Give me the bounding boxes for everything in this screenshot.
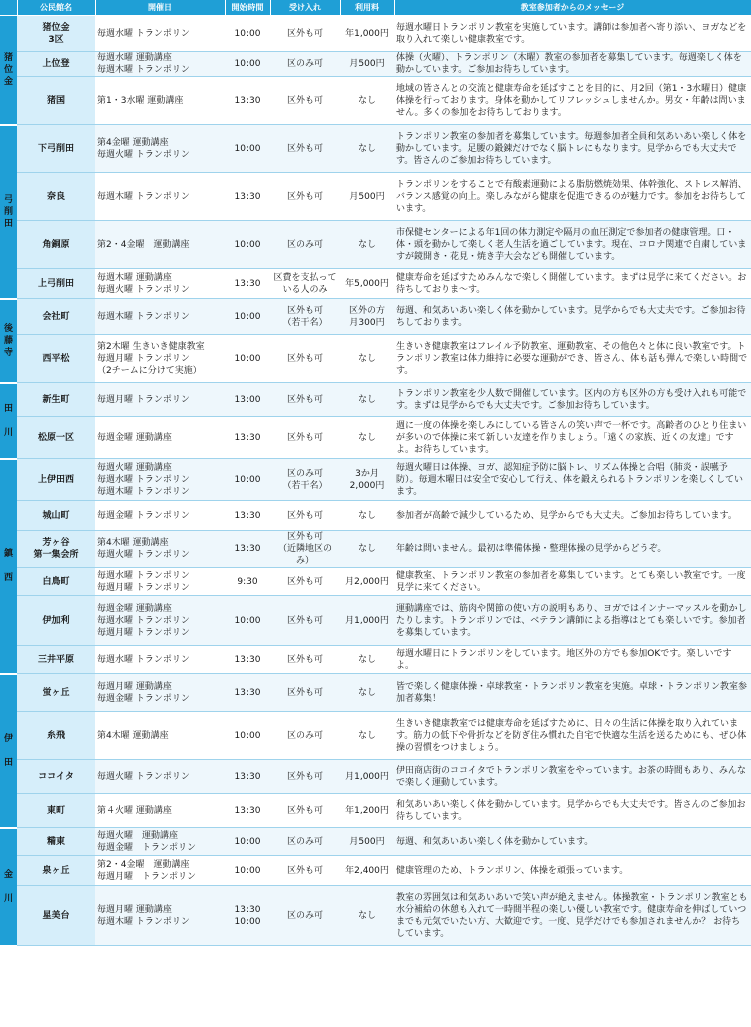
- hall-name-cell: 星美台: [17, 886, 95, 946]
- participant-message-cell: 教室の雰囲気は和気あいあいで笑い声が絶えません。体操教室・トランポリン教室とも水分補給の休憩も入れて一時間半程の楽しい優しい教室です。健康寿命を伸ばしていつまでも元気でいたい方、大歓迎です。一度、見学だけでも参加されませんか？ お待ちしています。: [394, 886, 751, 946]
- start-time-cell: 13:30: [225, 417, 270, 459]
- table-row: [0, 269, 751, 299]
- acceptance-cell: 区のみ可 （若干名）: [270, 459, 340, 501]
- hall-name-cell: 蛍ヶ丘: [17, 674, 95, 712]
- hall-name-cell: 東町: [17, 794, 95, 828]
- table-body: [0, 16, 751, 946]
- fee-cell: なし: [340, 335, 394, 383]
- fee-cell: 月500円: [340, 173, 394, 221]
- acceptance-cell: 区外も可: [270, 501, 340, 531]
- table-row: [0, 417, 751, 459]
- area-label: 伊 田: [0, 674, 17, 828]
- participant-message-cell: トランポリン教室を少人数で開催しています。区内の方も区外の方も受け入れも可能です。まずは見学からでも大丈夫です。ご参加お待ちしています。: [394, 383, 751, 417]
- acceptance-cell: 区のみ可: [270, 828, 340, 856]
- start-time-cell: 13:30 10:00: [225, 886, 270, 946]
- start-time-cell: 10:00: [225, 52, 270, 77]
- participant-message-cell: 週に一度の体操を楽しみにしている皆さんの笑い声で一杯です。高齢者のひとり住まいが多いので体操に来て新しい友達を作りましょう。「遠くの家族、近くの友達」ですよ。お待ちしています。: [394, 417, 751, 459]
- hall-name-cell: 糸飛: [17, 712, 95, 760]
- schedule-day-cell: 毎週月曜 運動講座 毎週金曜 トランポリン: [95, 674, 225, 712]
- start-time-cell: 10:00: [225, 299, 270, 335]
- schedule-day-cell: 第1・3水曜 運動講座: [95, 77, 225, 125]
- schedule-day-cell: 第2・4金曜 運動講座: [95, 221, 225, 269]
- area-label: 猪 位 金: [0, 16, 17, 125]
- participant-message-cell: 毎週水曜日にトランポリンをしています。地区外の方でも参加OKです。楽しいですよ。: [394, 646, 751, 674]
- acceptance-cell: 区外も可: [270, 383, 340, 417]
- schedule-day-cell: 毎週火曜 運動講座 毎週水曜 トランポリン 毎週木曜 トランポリン: [95, 459, 225, 501]
- table-row: [0, 125, 751, 173]
- schedule-day-cell: 第4木曜 運動講座 毎週火曜 トランポリン: [95, 531, 225, 568]
- table-row: [0, 596, 751, 646]
- hall-name-cell: 下弓削田: [17, 125, 95, 173]
- acceptance-cell: 区外も可: [270, 77, 340, 125]
- schedule-day-cell: 毎週火曜 運動講座 毎週金曜 トランポリン: [95, 828, 225, 856]
- start-time-cell: 10:00: [225, 459, 270, 501]
- table-row: [0, 856, 751, 886]
- fee-cell: なし: [340, 712, 394, 760]
- start-time-cell: 9:30: [225, 568, 270, 596]
- hall-name-cell: 泉ヶ丘: [17, 856, 95, 886]
- start-time-cell: 10:00: [225, 828, 270, 856]
- fee-cell: 月1,000円: [340, 596, 394, 646]
- header-acceptance: 受け入れ: [270, 0, 340, 16]
- hall-name-cell: 城山町: [17, 501, 95, 531]
- hall-name-cell: 三井平原: [17, 646, 95, 674]
- table-row: [0, 568, 751, 596]
- hall-name-cell: ココイタ: [17, 760, 95, 794]
- start-time-cell: 10:00: [225, 335, 270, 383]
- hall-name-cell: 上弓削田: [17, 269, 95, 299]
- start-time-cell: 13:30: [225, 173, 270, 221]
- hall-name-cell: 会社町: [17, 299, 95, 335]
- participant-message-cell: 年齢は問いません。最初は準備体操・整理体操の見学からどうぞ。: [394, 531, 751, 568]
- fee-cell: なし: [340, 125, 394, 173]
- hall-name-cell: 猪位金 3区: [17, 16, 95, 52]
- acceptance-cell: 区外も可: [270, 16, 340, 52]
- start-time-cell: 13:30: [225, 77, 270, 125]
- start-time-cell: 13:30: [225, 531, 270, 568]
- fee-cell: 年2,400円: [340, 856, 394, 886]
- fee-cell: 月1,000円: [340, 760, 394, 794]
- hall-name-cell: 新生町: [17, 383, 95, 417]
- hall-name-cell: 角銅原: [17, 221, 95, 269]
- fee-cell: なし: [340, 886, 394, 946]
- start-time-cell: 13:30: [225, 646, 270, 674]
- start-time-cell: 13:00: [225, 383, 270, 417]
- table-row: [0, 886, 751, 946]
- hall-name-cell: 糒東: [17, 828, 95, 856]
- schedule-day-cell: 毎週水曜 トランポリン: [95, 16, 225, 52]
- fee-cell: 月2,000円: [340, 568, 394, 596]
- table-row: [0, 221, 751, 269]
- hall-name-cell: 松原一区: [17, 417, 95, 459]
- acceptance-cell: 区外も可: [270, 417, 340, 459]
- fee-cell: 区外の方 月300円: [340, 299, 394, 335]
- start-time-cell: 10:00: [225, 596, 270, 646]
- fee-cell: なし: [340, 383, 394, 417]
- acceptance-cell: 区外も可: [270, 335, 340, 383]
- table-header-row: [0, 0, 751, 16]
- schedule-day-cell: 毎週木曜 トランポリン: [95, 173, 225, 221]
- schedule-day-cell: 毎週木曜 運動講座 毎週火曜 トランポリン: [95, 269, 225, 299]
- hall-name-cell: 白鳥町: [17, 568, 95, 596]
- schedule-day-cell: 毎週火曜 トランポリン: [95, 760, 225, 794]
- fee-cell: なし: [340, 501, 394, 531]
- table-row: [0, 646, 751, 674]
- participant-message-cell: 参加者が高齢で減少しているため、見学からでも大丈夫。ご参加お待ちしています。: [394, 501, 751, 531]
- header-start-time: 開始時間: [225, 0, 270, 16]
- acceptance-cell: 区のみ可: [270, 52, 340, 77]
- acceptance-cell: 区のみ可: [270, 712, 340, 760]
- start-time-cell: 10:00: [225, 125, 270, 173]
- acceptance-cell: 区外も可: [270, 794, 340, 828]
- hall-name-cell: 伊加利: [17, 596, 95, 646]
- table-row: [0, 52, 751, 77]
- table-row: [0, 531, 751, 568]
- header-message: 教室参加者からのメッセージ: [394, 0, 751, 16]
- participant-message-cell: 生きいき健康教室では健康寿命を延ばすために、日々の生活に体操を取り入れています。筋力の低下や骨折などを防ぎ住み慣れた自宅で快適な生活を送るためにも、ぜひ体操の習慣をつけましょう。: [394, 712, 751, 760]
- participant-message-cell: 生きいき健康教室はフレイル予防教室、運動教室、その他色々と体に良い教室です。トランポリン教室は体力維持に必要な運動ができ、皆さん、体も話も弾んで楽しい時間です。: [394, 335, 751, 383]
- acceptance-cell: 区外も可: [270, 674, 340, 712]
- fee-cell: 3か月 2,000円: [340, 459, 394, 501]
- table-row: [0, 674, 751, 712]
- participant-message-cell: 体操（火曜）、トランポリン（木曜）教室の参加者を募集しています。毎週楽しく体を動かしています。ご参加お待ちしています。: [394, 52, 751, 77]
- start-time-cell: 10:00: [225, 221, 270, 269]
- hall-name-cell: 猪国: [17, 77, 95, 125]
- participant-message-cell: 健康教室、トランポリン教室の参加者を募集しています。とても楽しい教室です。一度見学に来てください。: [394, 568, 751, 596]
- header-date: 開催日: [95, 0, 225, 16]
- acceptance-cell: 区外も可 （若干名）: [270, 299, 340, 335]
- acceptance-cell: 区外も可 （近隣地区のみ）: [270, 531, 340, 568]
- table-row: [0, 459, 751, 501]
- acceptance-cell: 区外も可: [270, 125, 340, 173]
- table-row: [0, 77, 751, 125]
- table-row: [0, 299, 751, 335]
- start-time-cell: 13:30: [225, 794, 270, 828]
- schedule-day-cell: 毎週金曜 運動講座: [95, 417, 225, 459]
- fee-cell: なし: [340, 221, 394, 269]
- hall-name-cell: 上伊田西: [17, 459, 95, 501]
- participant-message-cell: 健康管理のため、トランポリン、体操を頑張っています。: [394, 856, 751, 886]
- participant-message-cell: 毎週、和気あいあい楽しく体を動かしています。見学からでも大丈夫です。ご参加お待ちしております。: [394, 299, 751, 335]
- start-time-cell: 10:00: [225, 856, 270, 886]
- acceptance-cell: 区外も可: [270, 568, 340, 596]
- area-label: 後 藤 寺: [0, 299, 17, 383]
- table-row: [0, 828, 751, 856]
- start-time-cell: 13:30: [225, 674, 270, 712]
- hall-name-cell: 奈良: [17, 173, 95, 221]
- participant-message-cell: 毎週火曜日は体操、ヨガ、認知症予防に脳トレ、リズム体操と合唱（肺炎・誤嚥予防）。毎週木曜日は安全で安心して行え、体を鍛えられるトランポリンを楽しくしています。: [394, 459, 751, 501]
- acceptance-cell: 区外も可: [270, 596, 340, 646]
- area-label: 金 川: [0, 828, 17, 946]
- start-time-cell: 13:30: [225, 760, 270, 794]
- schedule-day-cell: 毎週水曜 トランポリン: [95, 646, 225, 674]
- fee-cell: なし: [340, 77, 394, 125]
- acceptance-cell: 区外も可: [270, 760, 340, 794]
- participant-message-cell: 市保健センターによる年1回の体力測定や隔月の血圧測定で参加者の健康管理。口・体・頭を動かして楽しく老人生活を過ごしています。現在、コロナ関連で自粛していますが鏡開き・花見・焼き芋大会なども開催しています。: [394, 221, 751, 269]
- schedule-day-cell: 第2・4金曜 運動講座 毎週月曜 トランポリン: [95, 856, 225, 886]
- schedule-day-cell: 毎週水曜 トランポリン 毎週月曜 トランポリン: [95, 568, 225, 596]
- hall-name-cell: 上位登: [17, 52, 95, 77]
- acceptance-cell: 区外も可: [270, 173, 340, 221]
- schedule-day-cell: 毎週月曜 運動講座 毎週木曜 トランポリン: [95, 886, 225, 946]
- fee-cell: 月500円: [340, 52, 394, 77]
- acceptance-cell: 区のみ可: [270, 221, 340, 269]
- participant-message-cell: 伊田商店街のココイタでトランポリン教室をやっています。お茶の時間もあり、みんなで楽しく運動しています。: [394, 760, 751, 794]
- table-row: [0, 760, 751, 794]
- acceptance-cell: 区外も可: [270, 646, 340, 674]
- fee-cell: なし: [340, 531, 394, 568]
- table-row: [0, 712, 751, 760]
- fee-cell: 年1,200円: [340, 794, 394, 828]
- fee-cell: なし: [340, 417, 394, 459]
- participant-message-cell: 和気あいあい楽しく体を動かしています。見学からでも大丈夫です。皆さんのご参加お待ちしています。: [394, 794, 751, 828]
- fee-cell: なし: [340, 646, 394, 674]
- participant-message-cell: 毎週水曜日トランポリン教室を実施しています。講師は参加者へ寄り添い、ヨガなどを取り入れて楽しい健康教室です。: [394, 16, 751, 52]
- fee-cell: 年5,000円: [340, 269, 394, 299]
- participant-message-cell: 毎週、和気あいあい楽しく体を動かしています。: [394, 828, 751, 856]
- table-row: [0, 501, 751, 531]
- table-row: [0, 383, 751, 417]
- table-row: [0, 173, 751, 221]
- header-hall-name: 公民館名: [17, 0, 95, 16]
- participant-message-cell: トランポリン教室の参加者を募集しています。毎週参加者全員和気あいあい楽しく体を動かしています。足腰の鍛錬だけでなく脳トレにもなります。見学からでも大丈夫です。皆さんのご参加お待ちしています。: [394, 125, 751, 173]
- start-time-cell: 13:30: [225, 501, 270, 531]
- schedule-day-cell: 第４火曜 運動講座: [95, 794, 225, 828]
- fee-cell: なし: [340, 674, 394, 712]
- acceptance-cell: 区外も可: [270, 856, 340, 886]
- schedule-day-cell: 第2木曜 生きいき健康教室 毎週月曜 トランポリン （2チームに分けて実施）: [95, 335, 225, 383]
- participant-message-cell: 皆で楽しく健康体操・卓球教室・トランポリン教室を実施。卓球・トランポリン教室参加者募集！: [394, 674, 751, 712]
- fee-cell: 月500円: [340, 828, 394, 856]
- fee-cell: 年1,000円: [340, 16, 394, 52]
- schedule-day-cell: 毎週金曜 トランポリン: [95, 501, 225, 531]
- schedule-day-cell: 第4金曜 運動講座 毎週火曜 トランポリン: [95, 125, 225, 173]
- acceptance-cell: 区費を支払っている人のみ: [270, 269, 340, 299]
- area-label: 弓 削 田: [0, 125, 17, 299]
- participant-message-cell: 地域の皆さんとの交流と健康寿命を延ばすことを目的に、月2回（第1・3水曜日）健康体操を行っております。身体を動かしてリフレッシュしませんか。男女・年齢は問いません。多くの参加をお待ちしております。: [394, 77, 751, 125]
- participant-message-cell: 運動講座では、筋肉や関節の使い方の説明もあり、ヨガではインナーマッスルを動かしたりします。トランポリンでは、ベテラン講師による指導はとても楽しいです。参加者を募集しています。: [394, 596, 751, 646]
- schedule-day-cell: 毎週水曜 運動講座 毎週木曜 トランポリン: [95, 52, 225, 77]
- area-label: 田 川: [0, 383, 17, 459]
- schedule-day-cell: 第4木曜 運動講座: [95, 712, 225, 760]
- participant-message-cell: 健康寿命を延ばすためみんなで楽しく開催しています。まずは見学に来てください。お待ちしておりま～す。: [394, 269, 751, 299]
- start-time-cell: 10:00: [225, 16, 270, 52]
- hall-name-cell: 芳ヶ谷 第一集会所: [17, 531, 95, 568]
- schedule-day-cell: 毎週木曜 トランポリン: [95, 299, 225, 335]
- table-row: [0, 794, 751, 828]
- schedule-day-cell: 毎週金曜 運動講座 毎週水曜 トランポリン 毎週月曜 トランポリン: [95, 596, 225, 646]
- area-label: 鎮 西: [0, 459, 17, 674]
- acceptance-cell: 区のみ可: [270, 886, 340, 946]
- schedule-day-cell: 毎週月曜 トランポリン: [95, 383, 225, 417]
- table-row: [0, 16, 751, 52]
- header-area: [0, 0, 17, 16]
- hall-name-cell: 西平松: [17, 335, 95, 383]
- header-fee: 利用料: [340, 0, 394, 16]
- participant-message-cell: トランポリンをすることで有酸素運動による脂肪燃焼効果、体幹強化、ストレス解消、バランス感覚の向上。楽しみながら健康を促進できるのが魅力です。参加をお待ちしています。: [394, 173, 751, 221]
- start-time-cell: 13:30: [225, 269, 270, 299]
- start-time-cell: 10:00: [225, 712, 270, 760]
- table-row: [0, 335, 751, 383]
